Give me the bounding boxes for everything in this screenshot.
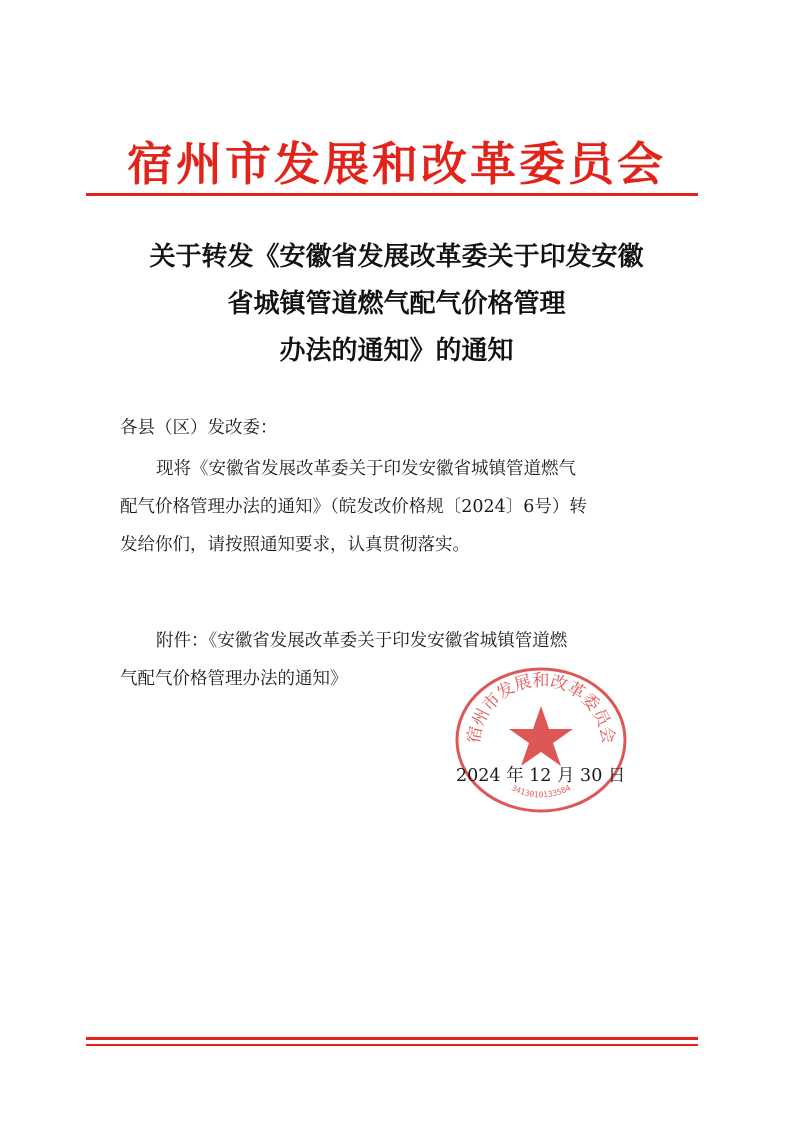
header-divider — [86, 193, 698, 196]
footer-divider-top — [86, 1037, 698, 1040]
issue-date: 2024 年 12 月 30 日 — [456, 766, 626, 786]
document-title — [0, 234, 793, 375]
body-line-2: 配气价格管理办法的通知》（皖发改价格规〔2024〕6号）转 — [120, 497, 587, 517]
seal-org-text: 宿州市发展和改革委员会 — [463, 670, 619, 746]
seal-star-icon — [509, 706, 573, 766]
official-seal — [452, 666, 630, 814]
letterhead-title: 宿州市发展和改革委员会 — [127, 137, 666, 191]
attachment-line-1: 附件：《安徽省发展改革委关于印发安徽省城镇管道燃 — [156, 631, 568, 651]
footer-divider-bottom — [86, 1044, 698, 1046]
salutation: 各县（区）发改委： — [120, 418, 278, 438]
attachment-line-2: 气配气价格管理办法的通知》 — [120, 669, 348, 689]
body-line-1: 现将《安徽省发展改革委关于印发安徽省城镇管道燃气 — [156, 459, 576, 479]
seal-code-text: 3413010133584 — [509, 783, 573, 800]
title-line-2: 省城镇管道燃气配气价格管理 — [227, 289, 566, 319]
title-line-3: 办法的通知》的通知 — [279, 336, 514, 366]
body-paragraph — [120, 450, 680, 564]
title-line-1: 关于转发《安徽省发展改革委关于印发安徽 — [149, 242, 644, 272]
body-line-3: 发给你们，请按照通知要求，认真贯彻落实。 — [120, 535, 470, 555]
